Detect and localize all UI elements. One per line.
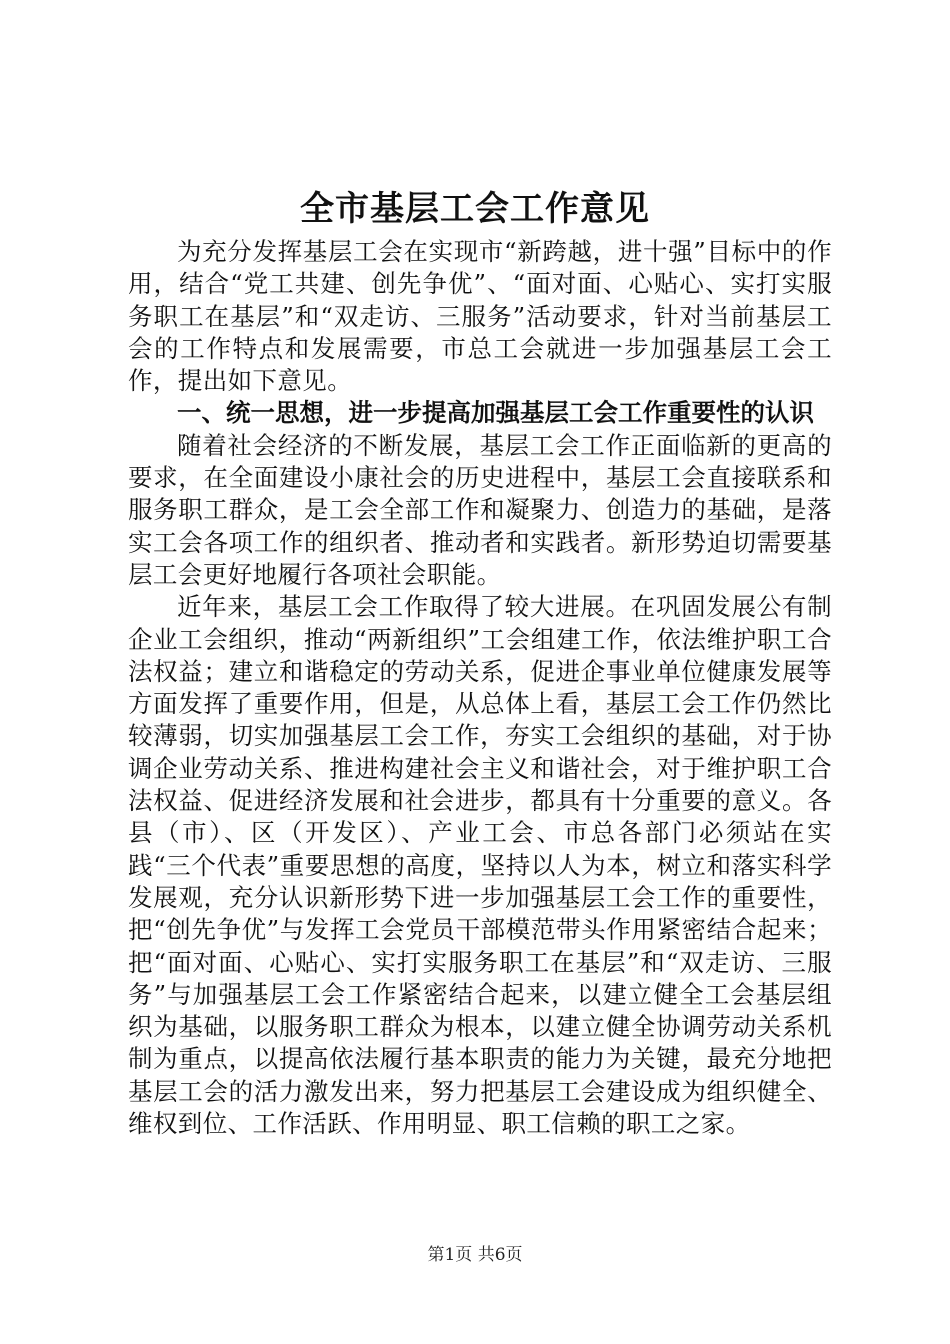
document-title: 全市基层工会工作意见 — [300, 189, 650, 229]
body-paragraph-2: 近年来，基层工会工作取得了较大进展。在巩固发展公有制企业工会组织，推动“两新组织”工会组建工作，依法维护职工合法权益；建立和谐稳定的劳动关系，促进企事业单位健康发展等方面发挥了重要作用，但是，从总体上看，基层工会工作仍然比较薄弱，切实加强基层工会工作，夯实工会组织的基础，对于协调企业劳动关系、推进构建社会主义和谐社会，对于维护职工合法权益、促进经济发展和社会进步，都具有十分重要的意义。各县（市）、区（开发区）、产业工会、市总各部门必须站在实践“三个代表”重要思想的高度，坚持以人为本，树立和落实科学发展观，充分认识新形势下进一步加强基层工会工作的重要性，把“创先争优”与发挥工会党员干部模范带头作用紧密结合起来；把“面对面、心贴心、实打实服务职工在基层”和“双走访、三服务”与加强基层工会工作紧密结合起来，以建立健全工会基层组织为基础，以服务职工群众为根本，以建立健全协调劳动关系机制为重点，以提高依法履行基本职责的能力为关键，最充分地把基层工会的活力激发出来，努力把基层工会建设成为组织健全、维权到位、工作活跃、作用明显、职工信赖的职工之家。 — [128, 592, 832, 1139]
body-paragraph-1: 随着社会经济的不断发展，基层工会工作正面临新的更高的要求，在全面建设小康社会的历史进程中，基层工会直接联系和服务职工群众，是工会全部工作和凝聚力、创造力的基础，是落实工会各项工作的组织者、推动者和实践者。新形势迫切需要基层工会更好地履行各项社会职能。 — [128, 430, 832, 589]
intro-paragraph: 为充分发挥基层工会在实现市“新跨越，进十强”目标中的作用，结合“党工共建、创先争优”、“面对面、心贴心、实打实服务职工在基层”和“双走访、三服务”活动要求，针对当前基层工会的工作特点和发展需要，市总工会就进一步加强基层工会工作，提出如下意见。 — [128, 237, 832, 396]
document-body — [128, 236, 832, 1140]
page-number: 第1页 共6页 — [427, 1245, 523, 1265]
section-heading-1: 一、统一思想，进一步提高加强基层工会工作重要性的认识 — [177, 398, 814, 428]
